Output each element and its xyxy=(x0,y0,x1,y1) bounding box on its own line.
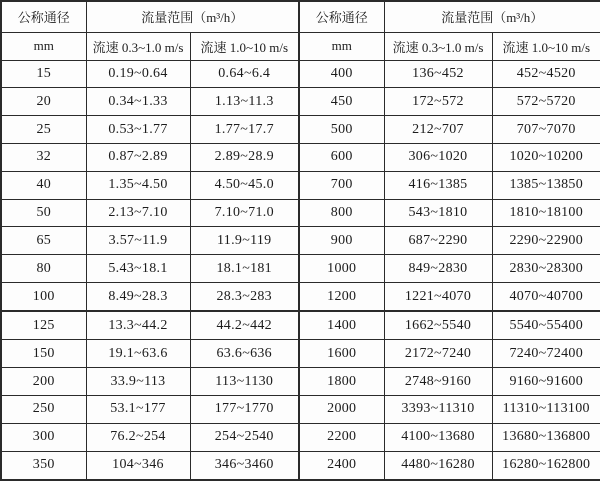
table-row xyxy=(1,368,600,396)
header-row-sub xyxy=(1,32,600,60)
flow-high-cell: 707~7070 xyxy=(492,116,600,144)
dn-cell: 125 xyxy=(1,311,86,340)
flow-high-cell: 11.9~119 xyxy=(190,227,299,255)
dn-cell: 450 xyxy=(299,88,384,116)
flow-low-cell: 3393~11310 xyxy=(384,396,492,424)
flow-high-cell: 1020~10200 xyxy=(492,143,600,171)
flow-high-cell: 7.10~71.0 xyxy=(190,199,299,227)
flow-high-cell: 7240~72400 xyxy=(492,340,600,368)
dn-cell: 1400 xyxy=(299,311,384,340)
table-row xyxy=(1,340,600,368)
flow-low-cell: 76.2~254 xyxy=(86,423,190,451)
dn-cell: 32 xyxy=(1,143,86,171)
dn-cell: 25 xyxy=(1,116,86,144)
table-row xyxy=(1,451,600,480)
dn-cell: 2200 xyxy=(299,423,384,451)
dn-cell: 100 xyxy=(1,283,86,312)
flow-high-cell: 177~1770 xyxy=(190,396,299,424)
flow-low-cell: 416~1385 xyxy=(384,171,492,199)
dn-cell: 400 xyxy=(299,60,384,88)
flow-high-cell: 1810~18100 xyxy=(492,199,600,227)
flow-high-cell: 113~1130 xyxy=(190,368,299,396)
flow-high-cell: 63.6~636 xyxy=(190,340,299,368)
table-row xyxy=(1,199,600,227)
flow-low-cell: 849~2830 xyxy=(384,255,492,283)
dn-cell: 300 xyxy=(1,423,86,451)
flow-high-cell: 346~3460 xyxy=(190,451,299,480)
flow-low-cell: 306~1020 xyxy=(384,143,492,171)
dn-cell: 500 xyxy=(299,116,384,144)
dn-cell: 1800 xyxy=(299,368,384,396)
flow-high-cell: 4.50~45.0 xyxy=(190,171,299,199)
table-row xyxy=(1,396,600,424)
flow-low-cell: 2748~9160 xyxy=(384,368,492,396)
dn-cell: 600 xyxy=(299,143,384,171)
flow-high-cell: 0.64~6.4 xyxy=(190,60,299,88)
dn-cell: 350 xyxy=(1,451,86,480)
flow-high-cell: 9160~91600 xyxy=(492,368,600,396)
flow-low-cell: 104~346 xyxy=(86,451,190,480)
flow-low-cell: 2.13~7.10 xyxy=(86,199,190,227)
flow-low-cell: 8.49~28.3 xyxy=(86,283,190,312)
table-row xyxy=(1,255,600,283)
dn-cell: 1000 xyxy=(299,255,384,283)
header-low-speed-left: 流速 0.3~1.0 m/s xyxy=(86,32,190,60)
dn-cell: 150 xyxy=(1,340,86,368)
flow-low-cell: 19.1~63.6 xyxy=(86,340,190,368)
flow-low-cell: 0.19~0.64 xyxy=(86,60,190,88)
dn-cell: 15 xyxy=(1,60,86,88)
flow-low-cell: 2172~7240 xyxy=(384,340,492,368)
flow-low-cell: 53.1~177 xyxy=(86,396,190,424)
flow-high-cell: 2830~28300 xyxy=(492,255,600,283)
flow-high-cell: 4070~40700 xyxy=(492,283,600,312)
flow-low-cell: 0.34~1.33 xyxy=(86,88,190,116)
flow-high-cell: 1385~13850 xyxy=(492,171,600,199)
dn-cell: 900 xyxy=(299,227,384,255)
flow-high-cell: 452~4520 xyxy=(492,60,600,88)
flow-high-cell: 2290~22900 xyxy=(492,227,600,255)
header-unit-left: mm xyxy=(1,32,86,60)
flow-high-cell: 44.2~442 xyxy=(190,311,299,340)
dn-cell: 40 xyxy=(1,171,86,199)
flow-low-cell: 5.43~18.1 xyxy=(86,255,190,283)
flow-high-cell: 1.13~11.3 xyxy=(190,88,299,116)
flow-high-cell: 28.3~283 xyxy=(190,283,299,312)
flow-low-cell: 1221~4070 xyxy=(384,283,492,312)
flow-high-cell: 13680~136800 xyxy=(492,423,600,451)
flow-low-cell: 543~1810 xyxy=(384,199,492,227)
dn-cell: 1200 xyxy=(299,283,384,312)
flow-low-cell: 0.87~2.89 xyxy=(86,143,190,171)
table-row xyxy=(1,60,600,88)
flow-low-cell: 0.53~1.77 xyxy=(86,116,190,144)
table-row xyxy=(1,88,600,116)
flow-high-cell: 2.89~28.9 xyxy=(190,143,299,171)
table-row xyxy=(1,116,600,144)
dn-cell: 200 xyxy=(1,368,86,396)
table-row xyxy=(1,227,600,255)
flow-high-cell: 16280~162800 xyxy=(492,451,600,480)
dn-cell: 250 xyxy=(1,396,86,424)
header-dn-right: 公称通径 xyxy=(299,1,384,32)
header-row-top xyxy=(1,1,600,32)
flow-low-cell: 1.35~4.50 xyxy=(86,171,190,199)
dn-cell: 2400 xyxy=(299,451,384,480)
flow-high-cell: 11310~113100 xyxy=(492,396,600,424)
table-row xyxy=(1,171,600,199)
flow-low-cell: 1662~5540 xyxy=(384,311,492,340)
flow-high-cell: 254~2540 xyxy=(190,423,299,451)
flow-low-cell: 3.57~11.9 xyxy=(86,227,190,255)
dn-cell: 80 xyxy=(1,255,86,283)
flow-high-cell: 1.77~17.7 xyxy=(190,116,299,144)
flow-high-cell: 5540~55400 xyxy=(492,311,600,340)
header-flow-range-left: 流量范围（m³/h） xyxy=(86,1,299,32)
flow-low-cell: 687~2290 xyxy=(384,227,492,255)
flow-low-cell: 212~707 xyxy=(384,116,492,144)
table-body xyxy=(1,60,600,480)
header-unit-right: mm xyxy=(299,32,384,60)
dn-cell: 2000 xyxy=(299,396,384,424)
dn-cell: 1600 xyxy=(299,340,384,368)
flow-low-cell: 172~572 xyxy=(384,88,492,116)
header-high-speed-right: 流速 1.0~10 m/s xyxy=(492,32,600,60)
table-row xyxy=(1,283,600,312)
header-flow-range-right: 流量范围（m³/h） xyxy=(384,1,600,32)
flow-low-cell: 136~452 xyxy=(384,60,492,88)
flow-low-cell: 33.9~113 xyxy=(86,368,190,396)
dn-cell: 65 xyxy=(1,227,86,255)
flow-low-cell: 4480~16280 xyxy=(384,451,492,480)
dn-cell: 20 xyxy=(1,88,86,116)
table-row xyxy=(1,311,600,340)
dn-cell: 50 xyxy=(1,199,86,227)
table-row xyxy=(1,143,600,171)
table-row xyxy=(1,423,600,451)
flow-high-cell: 18.1~181 xyxy=(190,255,299,283)
table-header xyxy=(1,1,600,60)
flow-low-cell: 4100~13680 xyxy=(384,423,492,451)
flow-high-cell: 572~5720 xyxy=(492,88,600,116)
header-high-speed-left: 流速 1.0~10 m/s xyxy=(190,32,299,60)
dn-cell: 800 xyxy=(299,199,384,227)
header-dn-left: 公称通径 xyxy=(1,1,86,32)
header-low-speed-right: 流速 0.3~1.0 m/s xyxy=(384,32,492,60)
flow-low-cell: 13.3~44.2 xyxy=(86,311,190,340)
dn-cell: 700 xyxy=(299,171,384,199)
